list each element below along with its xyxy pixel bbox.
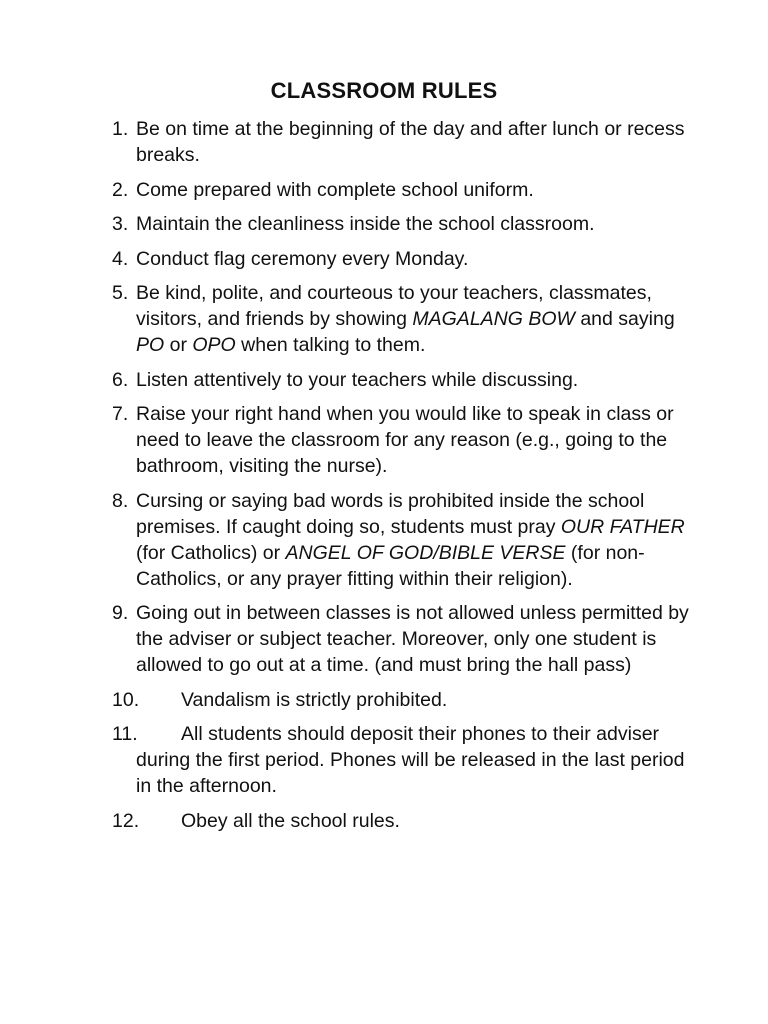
rule-text: Listen attentively to your teachers while discussing. [136, 368, 579, 391]
rule-text: and saying [574, 308, 675, 330]
rule-item [112, 488, 692, 592]
rule-number: 5. [112, 282, 129, 304]
rule-item [112, 280, 692, 358]
rule-number: 3. [112, 213, 129, 235]
rule-text: Conduct flag ceremony every Monday. [136, 247, 469, 270]
rule-number: 6. [112, 368, 129, 391]
rule-text: Come prepared with complete school uniform. [136, 178, 534, 201]
rule-text: (for non-Catholics, or any prayer fitting within their religion). [136, 541, 645, 590]
rule-number: 10. [112, 688, 140, 711]
rule-emphasis: ANGEL OF GOD/BIBLE VERSE [285, 541, 566, 564]
rule-text: (for Catholics) or [136, 541, 286, 564]
rule-number: 7. [112, 403, 129, 425]
rule-text: Be kind, polite, and courteous to your teachers, classmates, visitors, and friends by showing [136, 282, 652, 330]
rule-item [112, 687, 692, 713]
rule-item [112, 211, 692, 237]
rule-text: All students should deposit their phones to their adviser during the first period. Phones will be released in the last period in the afternoon. [136, 723, 685, 797]
rule-number: 11. [112, 723, 138, 745]
rule-number: 4. [112, 247, 129, 270]
page-title: CLASSROOM RULES [270, 78, 498, 103]
rule-emphasis: OPO [192, 334, 236, 356]
rule-text: Obey all the school rules. [181, 809, 400, 832]
rule-text: when talking to them. [235, 334, 426, 356]
rule-emphasis: OUR FATHER [560, 515, 685, 538]
rule-item [112, 116, 692, 168]
rule-number: 2. [112, 178, 129, 201]
rule-emphasis: PO [136, 334, 165, 356]
rule-item [112, 401, 692, 479]
rule-text: Going out in between classes is not allowed unless permitted by the adviser or subject teacher. Moreover, only one student is allowed to go out at a time. (and must bring the hall pass) [136, 602, 689, 676]
rule-text: Maintain the cleanliness inside the school classroom. [136, 213, 595, 235]
rule-number: 8. [112, 489, 129, 512]
rule-number: 12. [112, 809, 140, 832]
rule-item [112, 721, 692, 799]
rule-item [112, 246, 692, 272]
rule-text: Raise your right hand when you would like to speak in class or need to leave the classroom for any reason (e.g., going to the bathroom, visiting the nurse). [136, 403, 674, 477]
rule-text: Be on time at the beginning of the day and after lunch or recess breaks. [136, 118, 685, 166]
rule-number: 9. [112, 602, 129, 624]
rule-item [112, 600, 692, 678]
rule-number: 1. [112, 118, 129, 140]
rule-text: or [164, 334, 193, 356]
rule-item [112, 177, 692, 203]
rule-text: Vandalism is strictly prohibited. [181, 688, 448, 711]
rule-item [112, 367, 692, 393]
rule-text: Cursing or saying bad words is prohibited inside the school premises. If caught doing so, students must pray [136, 489, 645, 538]
rule-item [112, 808, 692, 834]
rule-emphasis: MAGALANG BOW [412, 308, 575, 330]
rules-list [112, 116, 692, 842]
